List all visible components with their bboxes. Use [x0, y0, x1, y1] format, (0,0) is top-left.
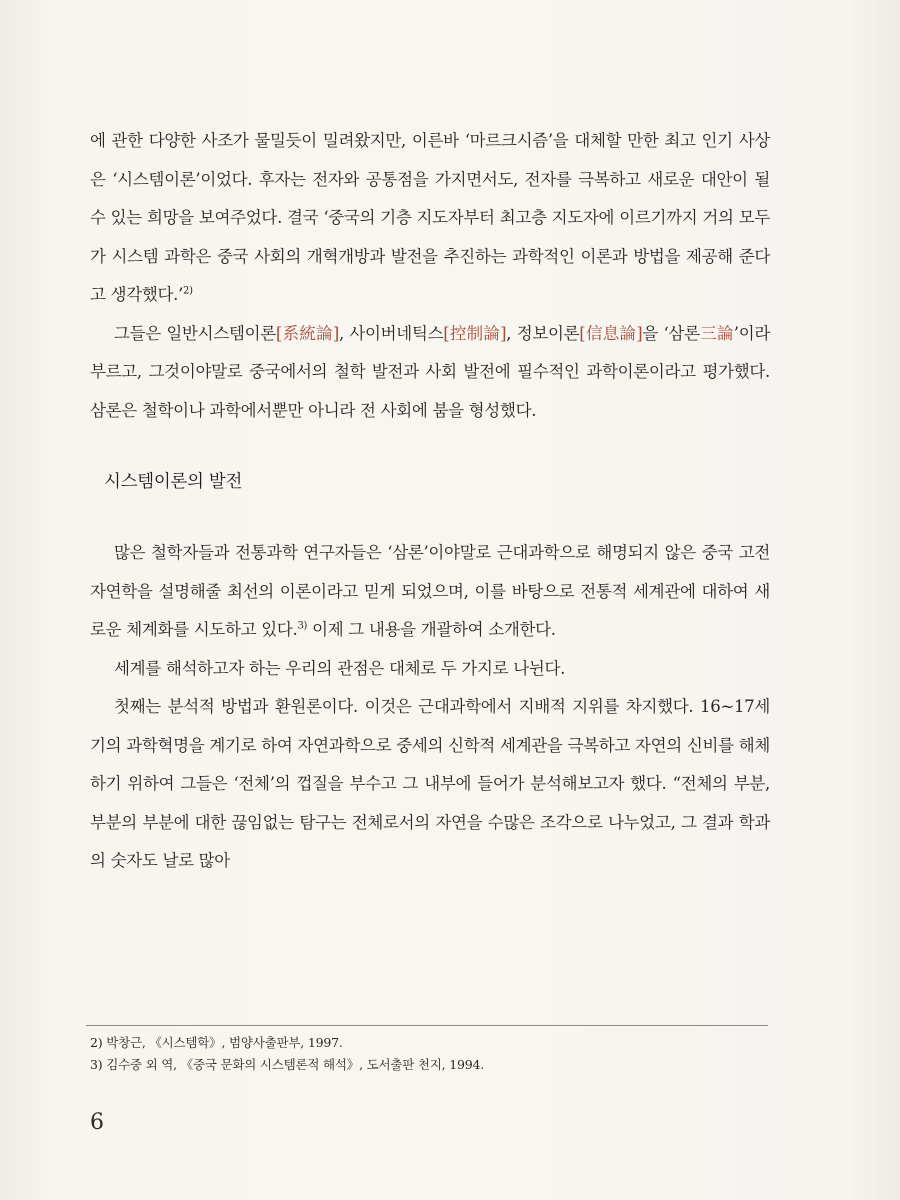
hanja-term: 三論: [699, 323, 734, 343]
text-run: 그들은 일반시스템이론: [114, 323, 276, 343]
text-run: 이제 그 내용을 개괄하여 소개한다.: [307, 620, 556, 639]
hanja-term: [信息論]: [579, 323, 643, 343]
text-run: ’이라 부르고, 그것이야말로 중국에서의 철학 발전과 사회 발전에 필수적인 과학이론이라고 평가했다. 삼론은 철학이나 과학에서뿐만 아니라 전 사회에 붐을 형성했다.: [90, 323, 770, 420]
page-number: 6: [90, 1110, 104, 1135]
paragraph: [90, 534, 770, 650]
footnote-marker: 3): [297, 620, 308, 632]
paragraphs-after-heading: [90, 534, 770, 881]
text-run: , 사이버네틱스: [338, 323, 444, 343]
text-run: 많은 철학자들과 전통과학 연구자들은 ‘삼론’이야말로 근대과학으로 해명되지 않은 중국 고전자연학을 설명해줄 최선의 이론이라고 믿게 되었으며, 이를 바탕으로 전통적 세계관에 대하여 새로운 체계화를 시도하고 있다.: [90, 543, 770, 639]
body-text: [90, 122, 770, 881]
hanja-term: [系統論]: [275, 323, 339, 343]
footnote-marker: 2): [183, 285, 193, 297]
footnote: 3) 김수중 외 역, 《중국 문화의 시스템론적 해석》, 도서출판 천지, 1994.: [90, 1057, 484, 1072]
footnote: 2) 박창근, 《시스템학》, 범양사출판부, 1997.: [90, 1035, 343, 1050]
hanja-term: [控制論]: [443, 323, 507, 343]
paragraph: [90, 650, 770, 689]
paragraph: [90, 688, 770, 881]
text-run: 세계를 해석하고자 하는 우리의 관점은 대체로 두 가지로 나뉜다.: [114, 658, 566, 678]
paragraphs-before-heading: [90, 122, 770, 430]
section-heading: 시스템이론의 발전: [104, 472, 243, 492]
footnote-divider: [86, 1025, 768, 1026]
paragraph: [90, 122, 770, 315]
text-run: , 정보이론: [506, 323, 580, 343]
text-run: 을 ‘삼론: [642, 323, 700, 343]
footnotes: [90, 1032, 770, 1076]
text-run: 에 관한 다양한 사조가 물밀듯이 밀려왔지만, 이른바 ‘마르크시즘’을 대체할 만한 최고 인기 사상은 ‘시스템이론’이었다. 후자는 전자와 공통점을 가지면서도, 전자를 극복하고 새로운 대안이 될 수 있는 희망을 보여주었다. 결국 ‘중국의 기층 지도자부터 최고층 지도자에 이르기까지 거의 모두가 시스템 과학은 중국 사회의 개혁개방과 발전을 추진하는 과학적인 이론과 방법을 제공해 준다고 생각했다.’: [90, 131, 770, 304]
paragraph: [90, 315, 770, 431]
text-run: 첫째는 분석적 방법과 환원론이다. 이것은 근대과학에서 지배적 지위를 차지했다. 16~17세기의 과학혁명을 계기로 하여 자연과학으로 중세의 신학적 세계관을 극복하고 자연의 신비를 해체하기 위하여 그들은 ‘전체’의 껍질을 부수고 그 내부에 들어가 분석해보고자 했다. “전체의 부분, 부분의 부분에 대한 끊임없는 탐구는 전체로서의 자연을 수많은 조각으로 나누었고, 그 결과 학과의 숫자도 날로 많아: [90, 697, 770, 870]
